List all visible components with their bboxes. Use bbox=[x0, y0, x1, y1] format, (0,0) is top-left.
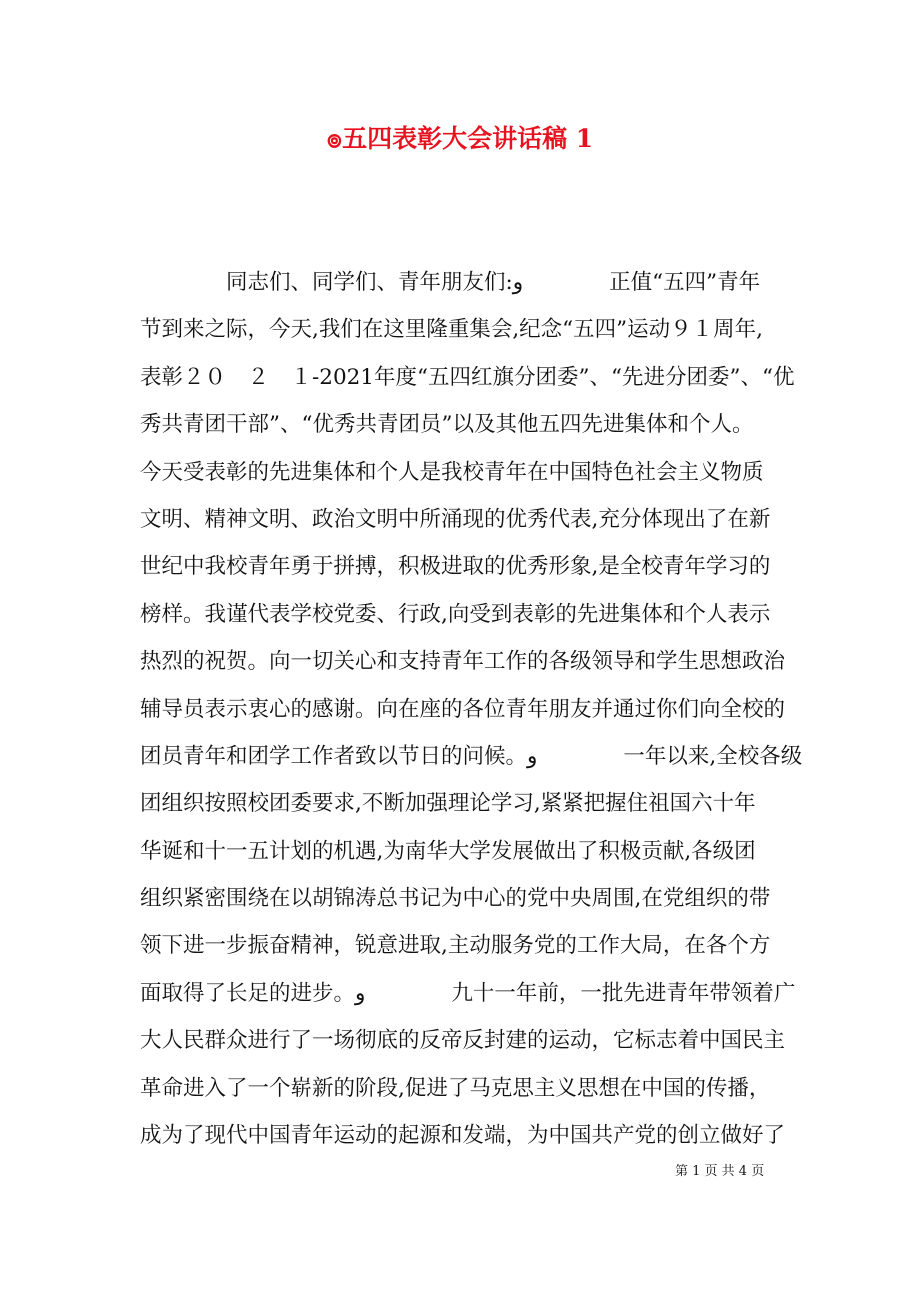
body-text-line-content: 秀共青团干部”、“优秀共青团员”以及其他五四先进集体和个人。 bbox=[140, 412, 754, 438]
body-text-line bbox=[140, 1021, 800, 1068]
body-text-line bbox=[140, 405, 800, 452]
body-text-line-content: 面取得了长足的进步。و 九十一年前，一批先进青年带领着广 bbox=[140, 980, 796, 1006]
body-text-line bbox=[140, 832, 800, 879]
body-text-line-content: 团组织按照校团委要求,不断加强理论学习,紧紧把握住祖国六十年 bbox=[140, 791, 756, 817]
body-text-line bbox=[140, 974, 800, 1021]
body-text-line-content: 成为了现代中国青年运动的起源和发端，为中国共产党的创立做好了 bbox=[140, 1123, 786, 1149]
body-text-line-content: 华诞和十一五计划的机遇,为南华大学发展做出了积极贡献,各级团 bbox=[140, 838, 756, 864]
page-number-indicator: 第 1 页 共 4 页 bbox=[675, 1164, 765, 1179]
body-text-line bbox=[140, 595, 800, 642]
body-text-line-content: 大人民群众进行了一场彻底的反帝反封建的运动，它标志着中国民主 bbox=[140, 1028, 786, 1054]
body-text-line bbox=[140, 358, 800, 405]
body-text-line-content: 文明、精神文明、政治文明中所涌现的优秀代表,充分体现出了在新 bbox=[140, 506, 771, 532]
body-text-line bbox=[140, 263, 800, 310]
body-text-line bbox=[140, 310, 800, 357]
body-text-line bbox=[140, 1116, 800, 1163]
body-text-line bbox=[140, 784, 800, 831]
body-text-line-content: 团员青年和团学工作者致以节日的问候。و 一年以来,全校各级 bbox=[140, 743, 803, 769]
body-text-line-content: 辅导员表示衷心的感谢。向在座的各位青年朋友并通过你们向全校的 bbox=[140, 696, 786, 722]
body-text-line bbox=[140, 547, 800, 594]
body-text-line-content: 节到来之际，今天,我们在这里隆重集会,纪念“五四”运动９１周年, bbox=[140, 317, 763, 343]
body-text-line-content: 世纪中我校青年勇于拼搏，积极进取的优秀形象,是全校青年学习的 bbox=[140, 554, 771, 580]
body-text-line-content: 表彰２０ ２ １-2021年度“五四红旗分团委”、“先进分团委”、“优 bbox=[140, 364, 795, 390]
body-text-line bbox=[140, 500, 800, 547]
document-title: ๏五四表彰大会讲话稿 1 bbox=[326, 124, 594, 153]
body-text-line bbox=[140, 737, 803, 784]
body-text-line bbox=[140, 690, 800, 737]
body-text-line bbox=[140, 642, 800, 689]
body-text-line-content: 革命进入了一个崭新的阶段,促进了马克思主义思想在中国的传播， bbox=[140, 1075, 771, 1101]
document-body bbox=[140, 263, 803, 1163]
body-text-line-content: 组织紧密围绕在以胡锦涛总书记为中心的党中央周围,在党组织的带 bbox=[140, 886, 771, 912]
body-text-line bbox=[140, 1069, 800, 1116]
body-text-line bbox=[140, 926, 800, 973]
body-text-line-content: 领下进一步振奋精神，锐意进取,主动服务党的工作大局，在各个方 bbox=[140, 933, 771, 959]
body-text-line-content: 同志们、同学们、青年朋友们:و 正值“五四”青年 bbox=[140, 270, 761, 295]
body-text-line bbox=[140, 453, 800, 500]
body-text-line-content: 热烈的祝贺。向一切关心和支持青年工作的各级领导和学生思想政治 bbox=[140, 649, 786, 675]
body-text-line bbox=[140, 879, 800, 926]
body-text-line-content: 榜样。我谨代表学校党委、行政,向受到表彰的先进集体和个人表示 bbox=[140, 601, 771, 627]
body-text-line-content: 今天受表彰的先进集体和个人是我校青年在中国特色社会主义物质 bbox=[140, 459, 764, 485]
